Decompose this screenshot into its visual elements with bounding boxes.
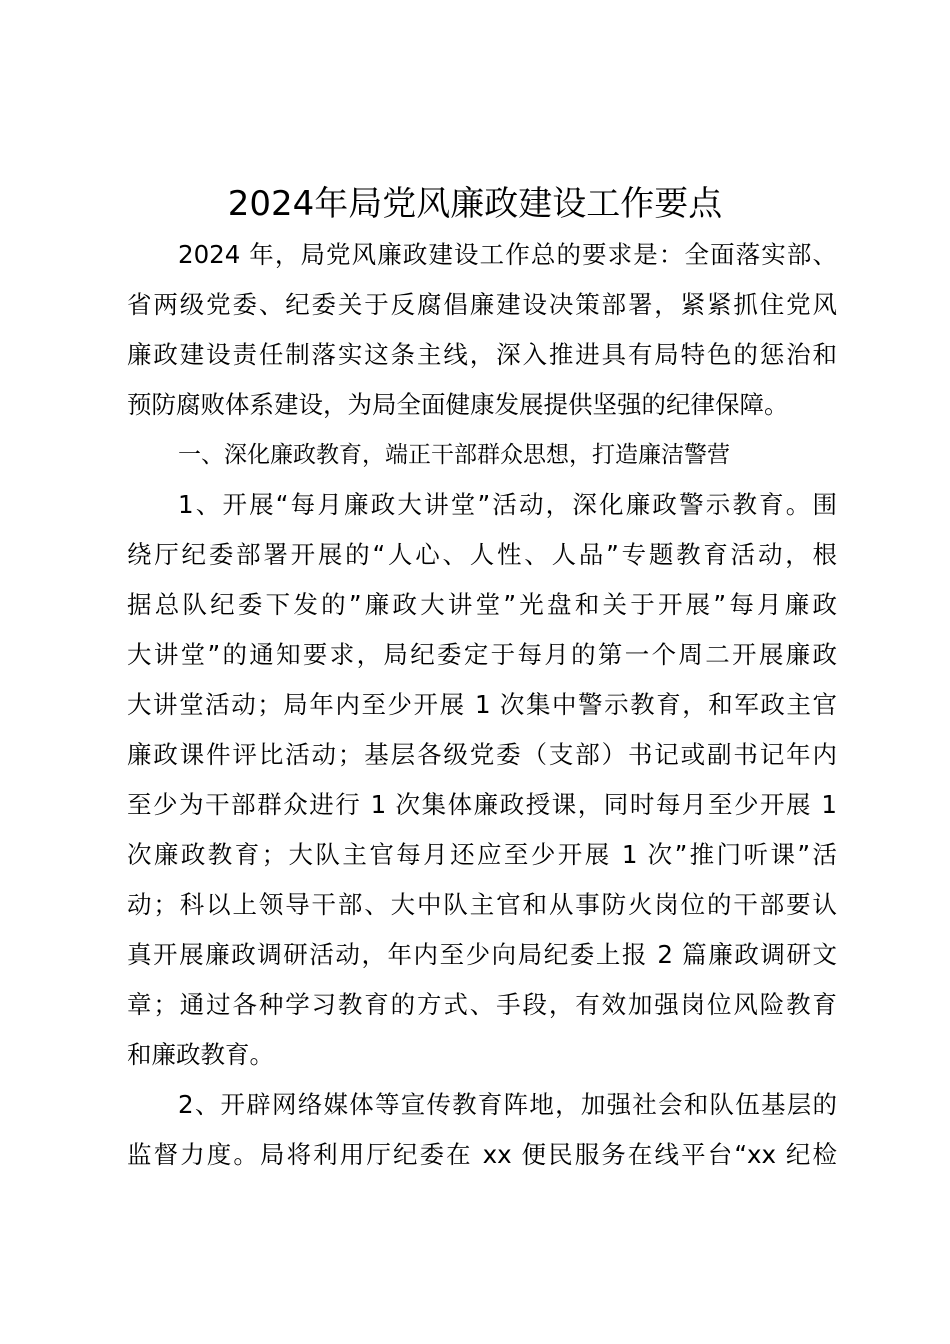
paragraph-line: 绕厅纪委部署开展的“人心、人性、人品”专题教育活动，根 — [127, 540, 837, 569]
paragraph-line: 据总队纪委下发的”廉政大讲堂”光盘和关于开展”每月廉政 — [127, 590, 837, 619]
paragraph-line: 省两级党委、纪委关于反腐倡廉建设决策部署，紧紧抓住党风 — [127, 290, 837, 319]
paragraph-line: 至少为干部群众进行 1 次集体廉政授课，同时每月至少开展 1 — [127, 790, 837, 819]
paragraph-line: 和廉政教育。 — [127, 1040, 274, 1069]
paragraph-line: 1、开展“每月廉政大讲堂”活动，深化廉政警示教育。围 — [178, 490, 837, 519]
intro-paragraph — [127, 230, 837, 430]
paragraph-line: 真开展廉政调研活动，年内至少向局纪委上报 2 篇廉政调研文 — [127, 940, 837, 969]
section-1-heading: 一、深化廉政教育，端正干部群众思想，打造廉洁警营 — [178, 442, 730, 468]
paragraph-line: 廉政课件评比活动；基层各级党委（支部）书记或副书记年内 — [127, 740, 837, 769]
paragraph-line: 大讲堂活动；局年内至少开展 1 次集中警示教育，和军政主官 — [127, 690, 837, 719]
paragraph-line: 廉政建设责任制落实这条主线，深入推进具有局特色的惩治和 — [127, 340, 837, 369]
paragraph-line: 2、开辟网络媒体等宣传教育阵地，加强社会和队伍基层的 — [178, 1090, 837, 1119]
paragraph-line: 监督力度。局将利用厅纪委在 xx 便民服务在线平台“xx 纪检 — [127, 1140, 837, 1169]
paragraph-line: 2024 年，局党风廉政建设工作总的要求是：全面落实部、 — [178, 240, 837, 269]
paragraph-line: 动；科以上领导干部、大中队主官和从事防火岗位的干部要认 — [127, 890, 837, 919]
paragraph-line: 大讲堂”的通知要求，局纪委定于每月的第一个周二开展廉政 — [127, 640, 837, 669]
paragraph-line: 次廉政教育；大队主官每月还应至少开展 1 次”推门听课”活 — [127, 840, 837, 869]
paragraph-line: 预防腐败体系建设，为局全面健康发展提供坚强的纪律保障。 — [127, 390, 789, 419]
document-title: 2024年局党风廉政建设工作要点 — [227, 184, 723, 224]
item-2-paragraph — [127, 1080, 837, 1180]
paragraph-line: 章；通过各种学习教育的方式、手段，有效加强岗位风险教育 — [127, 990, 837, 1019]
item-1-paragraph — [127, 480, 837, 1080]
section-heading — [127, 430, 837, 480]
